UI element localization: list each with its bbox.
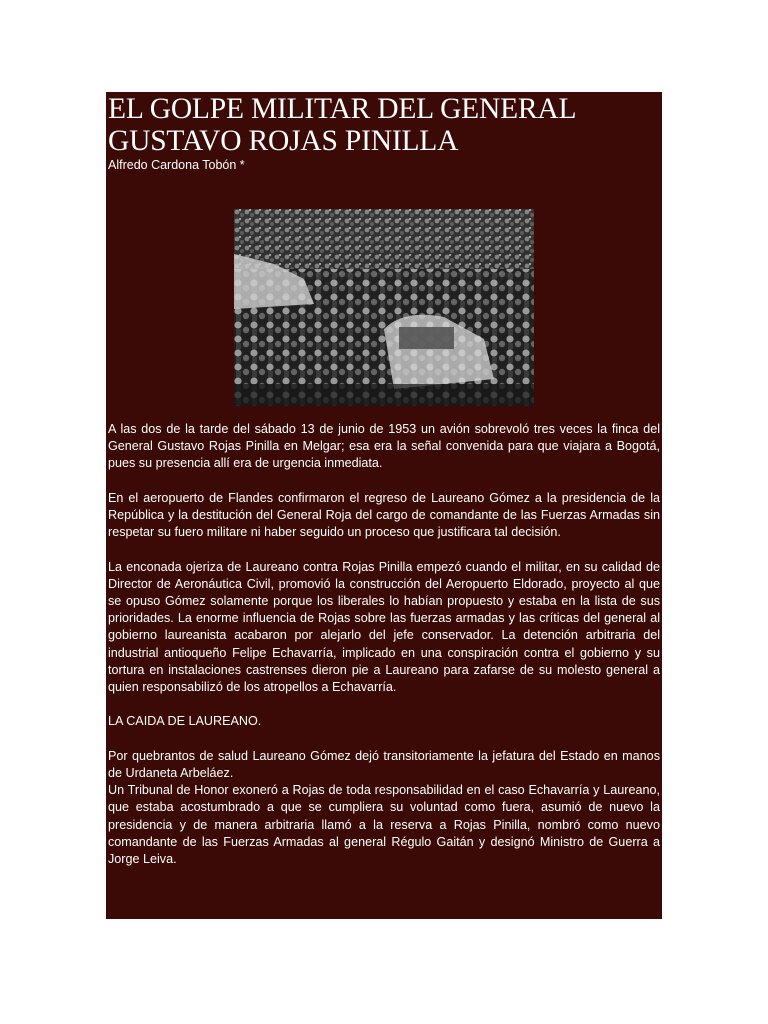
paragraph-2: En el aeropuerto de Flandes confirmaron el regreso de Laureano Gómez a la presidencia de la República y la destitución del General Roja del cargo de comandante de las Fuerzas Armadas sin respetar su fuero militare ni haber seguido un proceso que justificara tal decisión. (108, 490, 660, 540)
paragraph-1: A las dos de la tarde del sábado 13 de junio de 1953 un avión sobrevoló tres veces la finca del General Gustavo Rojas Pinilla en Melgar; esa era la señal convenida para que viajara a Bogotá, pues su presencia allí era de urgencia inmediata. (108, 422, 660, 471)
paragraph-4: Por quebrantos de salud Laureano Gómez dejó transitoriamente la jefatura del Estado en manos de Urdaneta Arbeláez. (108, 748, 660, 780)
article-title (108, 92, 662, 157)
paragraph-5: Un Tribunal de Honor exoneró a Rojas de toda responsabilidad en el caso Echavarría y Laureano, que estaba acostumbrado a que se cumpliera su voluntad como fuera, asumió de nuevo la presidencia y de manera arbitraria llamó a la reserva a Rojas Pinilla, nombró como nuevo comandante de las Fuerzas Armadas al general Régulo Gaitán y designó Ministro de Guerra a Jorge Leiva. (108, 783, 660, 867)
article-author: Alfredo Cardona Tobón * (108, 158, 245, 172)
article-body (108, 421, 660, 868)
title-line-1: EL GOLPE MILITAR DEL GENERAL (108, 93, 577, 125)
section-heading: LA CAIDA DE LAUREANO. (108, 714, 262, 729)
title-line-2: GUSTAVO ROJAS PINILLA (108, 125, 459, 157)
crowd-photo (234, 209, 534, 406)
paragraph-3: La enconada ojeriza de Laureano contra Rojas Pinilla empezó cuando el militar, en su calidad de Director de Aeronáutica Civil, promovió la construcción del Aeropuerto Eldorado, proyecto al que se opuso Gómez solamente porque los liberales lo habían propuesto y estaba en la lista de sus prioridades. La enorme influencia de Rojas sobre las fuerzas armadas y las críticas del general al gobierno laureanista acabaron por alejarlo del jefe conservador. La detención arbitraria del industrial antioqueño Felipe Echavarría, implicado en una conspiración contra el gobierno y su tortura en instalaciones castrenses dieron pie a Laureano para zafarse de su molesto general a quien responsabilizó de los atropellos a Echavarría. (108, 559, 660, 695)
article-page (106, 92, 662, 919)
